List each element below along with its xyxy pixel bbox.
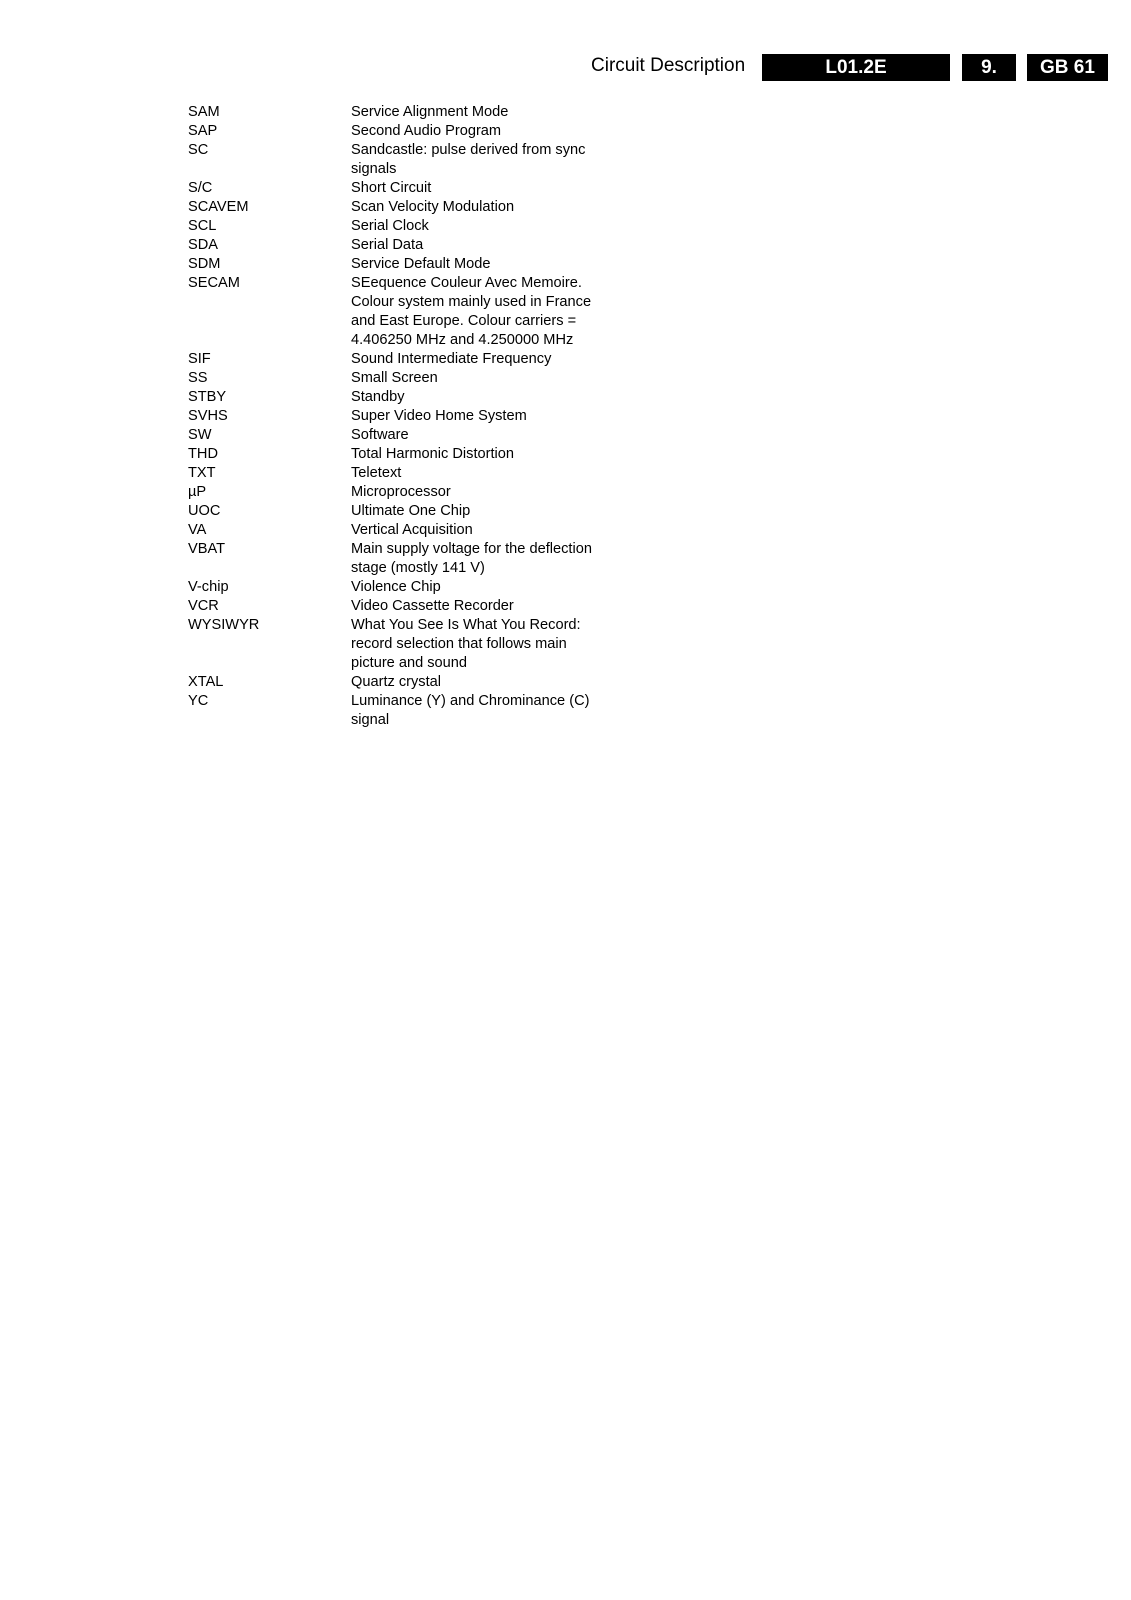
abbreviation-term: WYSIWYR xyxy=(188,617,260,633)
abbreviation-term: µP xyxy=(188,484,207,500)
abbreviation-definition: Super Video Home System xyxy=(351,408,527,424)
abbreviation-term: UOC xyxy=(188,503,221,519)
glossary-entry xyxy=(188,521,608,540)
abbreviation-definition: Microprocessor xyxy=(351,484,451,500)
abbreviation-term: V-chip xyxy=(188,579,229,595)
glossary-entry xyxy=(188,369,608,388)
abbreviation-term: SCAVEM xyxy=(188,199,249,215)
abbreviation-definition: Service Alignment Mode xyxy=(351,104,509,120)
glossary-entry xyxy=(188,274,608,350)
abbreviation-term: STBY xyxy=(188,389,227,405)
abbreviation-definition: Total Harmonic Distortion xyxy=(351,446,515,462)
abbreviation-term: S/C xyxy=(188,180,213,196)
glossary-entry xyxy=(188,578,608,597)
abbreviation-definition: Serial Data xyxy=(351,237,424,253)
abbreviation-term: YC xyxy=(188,693,209,709)
page-section-title: Circuit Description xyxy=(591,55,746,76)
abbreviation-term: SDM xyxy=(188,256,221,272)
glossary-entry xyxy=(188,217,608,236)
glossary-entry xyxy=(188,103,608,122)
abbreviation-term: SCL xyxy=(188,218,217,234)
abbreviation-term: VCR xyxy=(188,598,219,614)
abbreviation-term: TXT xyxy=(188,465,216,481)
abbreviation-definition: Software xyxy=(351,427,409,443)
glossary-entry xyxy=(188,464,608,483)
glossary-entry xyxy=(188,616,608,673)
abbreviation-definition: Vertical Acquisition xyxy=(351,522,473,538)
abbreviation-definition: Teletext xyxy=(351,465,402,481)
glossary-entry xyxy=(188,122,608,141)
glossary-entry xyxy=(188,236,608,255)
abbreviation-definition: Sandcastle: pulse derived from sync signals xyxy=(351,142,586,177)
abbreviation-definition: Scan Velocity Modulation xyxy=(351,199,515,215)
abbreviation-definition: Video Cassette Recorder xyxy=(351,598,514,614)
glossary-entry xyxy=(188,483,608,502)
abbreviation-definition: Second Audio Program xyxy=(351,123,502,139)
abbreviation-term: SS xyxy=(188,370,208,386)
abbreviation-definition: Standby xyxy=(351,389,405,405)
glossary-entry xyxy=(188,141,608,179)
glossary-entry xyxy=(188,426,608,445)
glossary-entry xyxy=(188,350,608,369)
abbreviation-definition: Ultimate One Chip xyxy=(351,503,471,519)
glossary-entry xyxy=(188,502,608,521)
chapter-badge: 9. xyxy=(962,54,1016,81)
glossary-entry xyxy=(188,255,608,274)
page-number-badge: GB 61 xyxy=(1027,54,1108,81)
abbreviation-definition: Service Default Mode xyxy=(351,256,491,272)
abbreviation-definition: Luminance (Y) and Chrominance (C) signal xyxy=(351,693,590,728)
abbreviation-definition: Quartz crystal xyxy=(351,674,442,690)
model-badge: L01.2E xyxy=(762,54,950,81)
glossary-entry xyxy=(188,540,608,578)
glossary-entry xyxy=(188,179,608,198)
abbreviation-term: VA xyxy=(188,522,207,538)
abbreviation-definition: SEequence Couleur Avec Memoire. Colour system mainly used in France and East Europe. Colour carriers = 4.406250 MHz and 4.250000 MHz xyxy=(351,275,592,348)
abbreviation-definition: Serial Clock xyxy=(351,218,429,234)
abbreviation-term: SDA xyxy=(188,237,219,253)
abbreviation-definition: Short Circuit xyxy=(351,180,432,196)
abbreviation-list xyxy=(188,103,608,730)
glossary-entry xyxy=(188,692,608,730)
glossary-entry xyxy=(188,445,608,464)
abbreviation-term: XTAL xyxy=(188,674,224,690)
abbreviation-definition: Small Screen xyxy=(351,370,438,386)
abbreviation-term: THD xyxy=(188,446,218,462)
abbreviation-term: SECAM xyxy=(188,275,240,291)
abbreviation-term: SC xyxy=(188,142,209,158)
glossary-entry xyxy=(188,388,608,407)
abbreviation-definition: Sound Intermediate Frequency xyxy=(351,351,552,367)
abbreviation-definition: Main supply voltage for the deflection stage (mostly 141 V) xyxy=(351,541,592,576)
abbreviation-term: SVHS xyxy=(188,408,228,424)
glossary-entry xyxy=(188,407,608,426)
abbreviation-term: SIF xyxy=(188,351,211,367)
abbreviation-term: SAP xyxy=(188,123,218,139)
abbreviation-definition: What You See Is What You Record: record selection that follows main picture and sound xyxy=(351,617,581,671)
abbreviation-term: VBAT xyxy=(188,541,226,557)
glossary-entry xyxy=(188,597,608,616)
glossary-entry xyxy=(188,198,608,217)
abbreviation-term: SAM xyxy=(188,104,220,120)
abbreviation-term: SW xyxy=(188,427,212,443)
abbreviation-definition: Violence Chip xyxy=(351,579,441,595)
glossary-entry xyxy=(188,673,608,692)
